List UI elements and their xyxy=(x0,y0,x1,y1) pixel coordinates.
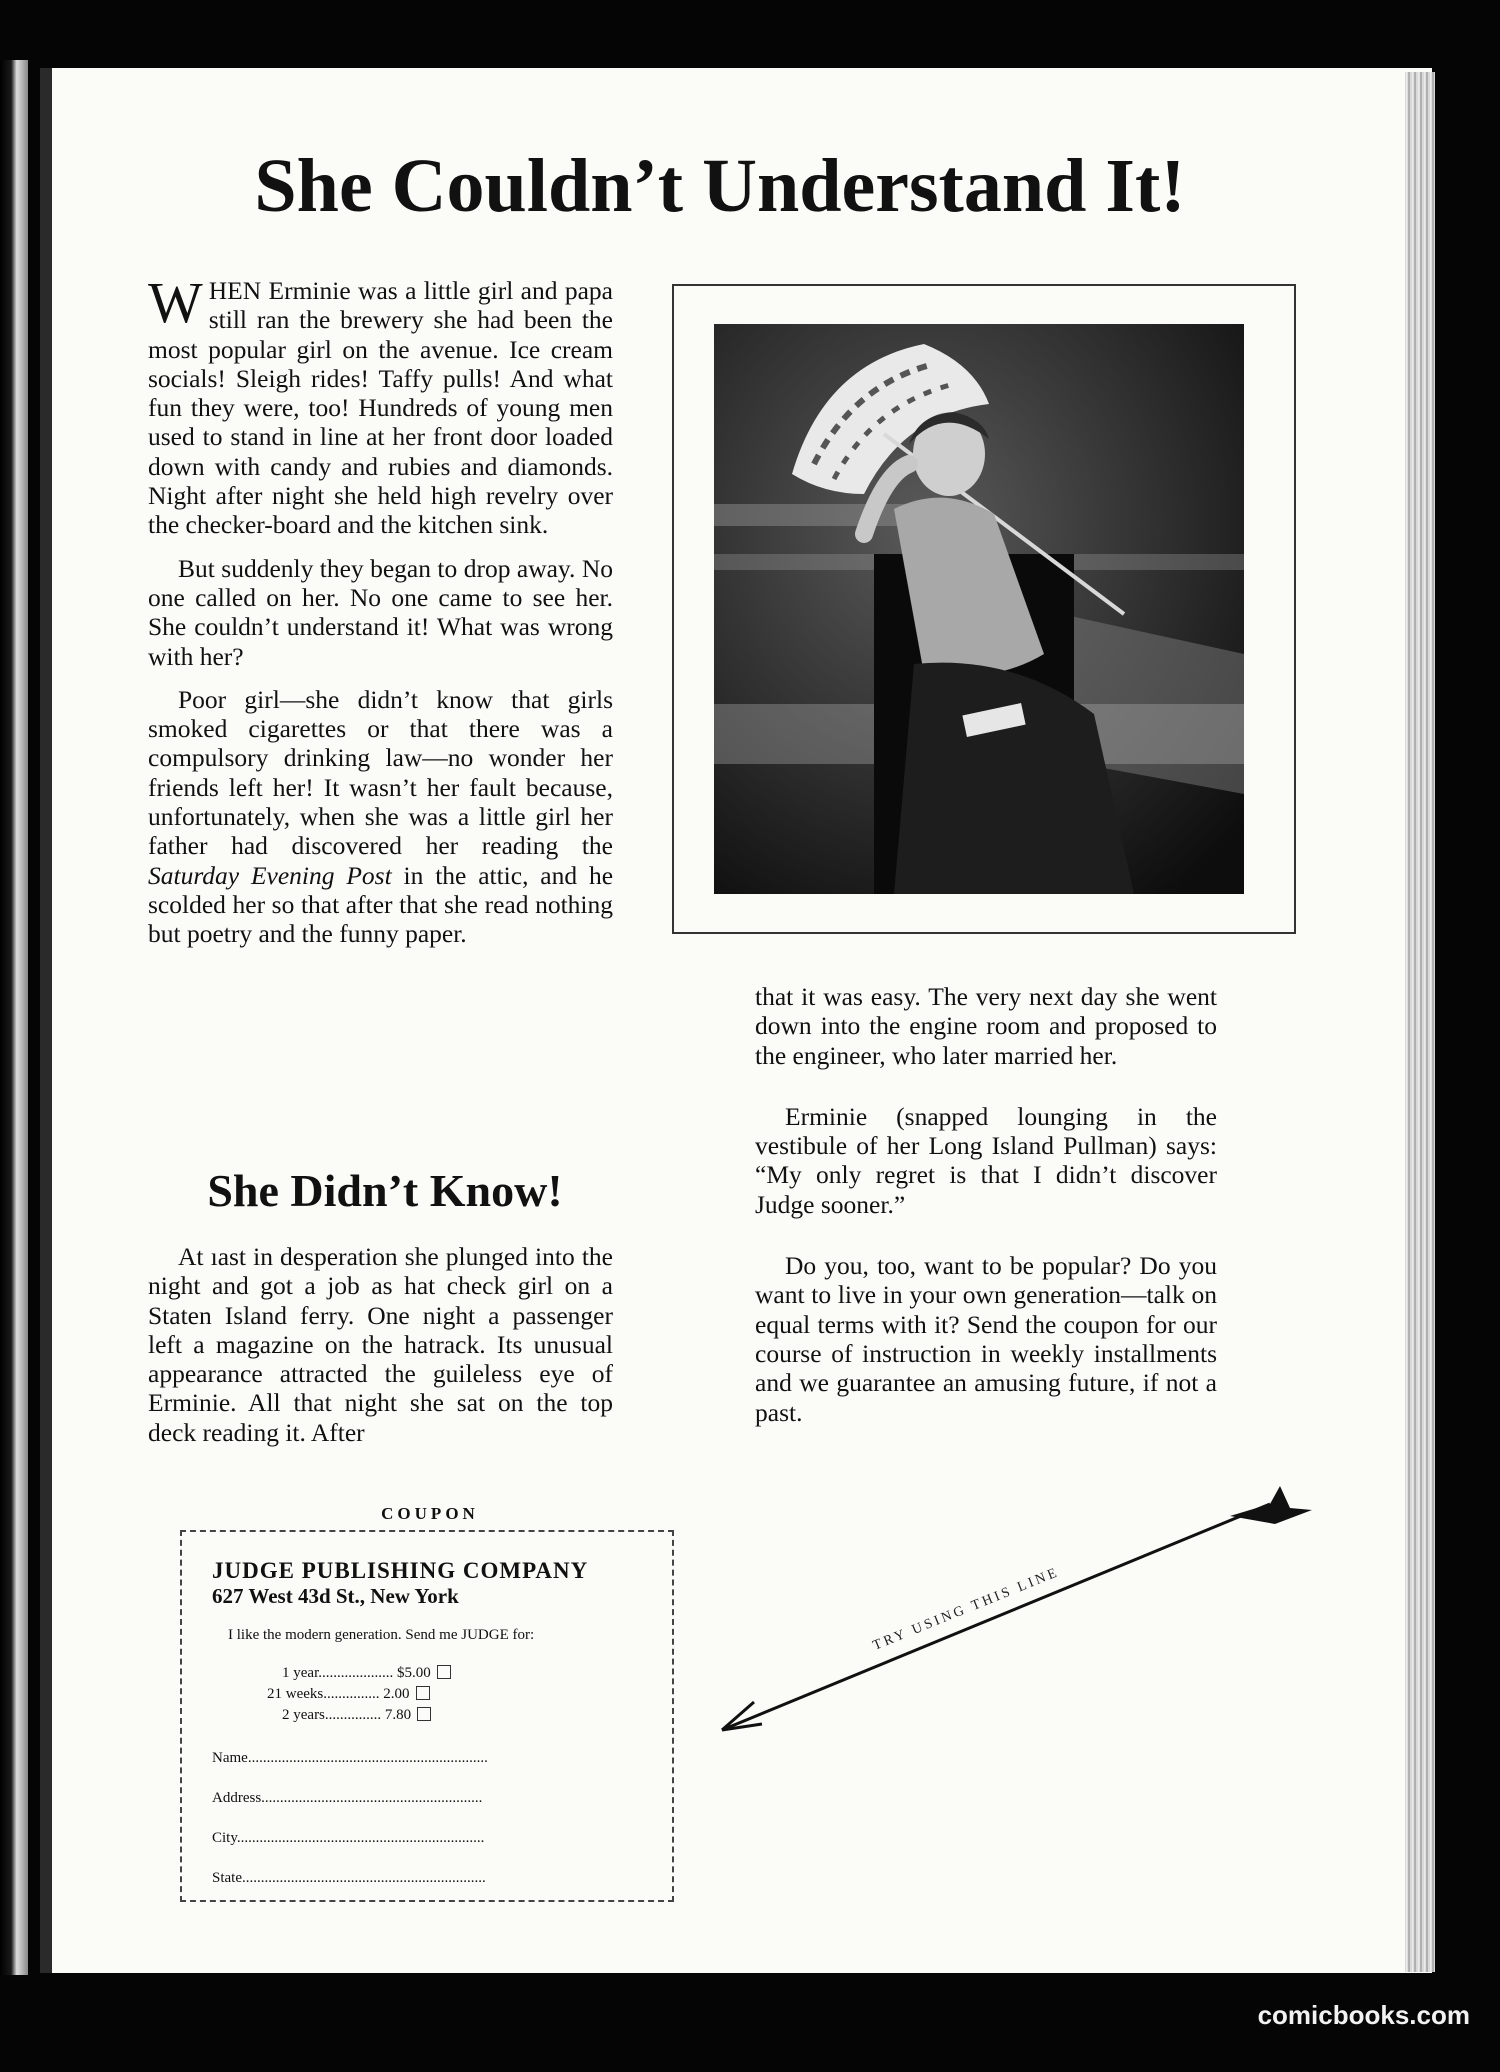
paragraph-1 xyxy=(148,270,613,540)
option-price: 7.80 xyxy=(384,1707,412,1723)
field-leader: ........................................................... xyxy=(261,1790,483,1806)
option-price: $5.00 xyxy=(396,1665,431,1681)
left-column xyxy=(148,270,614,963)
paragraph-4: At ıast in desperation she plunged into the night and got a job as hat check girl on a Staten Island ferry. One night a passenger left a magazine on the hatrack. Its unusual appearance attracted the guileless eye of Erminie. All that night she sat on the top deck reading it. After xyxy=(148,1242,613,1447)
right-column xyxy=(755,982,1217,1441)
photo-frame xyxy=(672,284,1296,934)
previous-page-edge xyxy=(0,60,28,1975)
paragraph-6: Erminie (snapped lounging in the vestibule of her Long Island Pullman) says: “My only regret is that I didn’t discover Judge sooner.” xyxy=(755,1101,1217,1219)
field-label: Name xyxy=(212,1750,248,1766)
state-field[interactable] xyxy=(212,1870,642,1887)
coupon-option[interactable] xyxy=(282,1664,451,1682)
paragraph-1-text: HEN Erminie was a little girl and papa still ran the brewery she had been the most popular girl on the avenue. Ice cream socials! Sleigh rides! Taffy pulls! And what fun they were, too! Hundreds of young men used to stand in line at her front door loaded down with candy and rubies and diamonds. Night after night she held high revelry over the checker-board and the kitchen sink. xyxy=(148,276,613,540)
arrow-fletching-icon xyxy=(1230,1486,1312,1524)
arrow-shaft xyxy=(722,1504,1270,1730)
photograph-woman-with-parasol xyxy=(714,324,1244,894)
coupon-intro: I like the modern generation. Send me JUDGE for: xyxy=(228,1627,535,1643)
paragraph-5: that it was easy. The very next day she went down into the engine room and proposed to the engineer, who later married her. xyxy=(755,982,1217,1070)
field-label: Address xyxy=(212,1790,262,1806)
paragraph-7: Do you, too, want to be popular? Do you want to live in your own generation—talk on equal terms with it? Send the coupon for our course of instruction in weekly installments and we guarantee an amusing future, if not a past. xyxy=(755,1251,1217,1427)
field-leader: ................................................................. xyxy=(242,1870,486,1886)
option-leader: ............... xyxy=(324,1707,382,1723)
field-label: City xyxy=(212,1830,237,1846)
field-label: State xyxy=(212,1870,242,1886)
headline: She Couldn’t Understand It! xyxy=(254,144,1186,228)
arrow-caption: TRY USING THIS LINE xyxy=(870,1564,1062,1654)
watermark: comicbooks.com xyxy=(1257,2000,1470,2030)
photograph-illustration xyxy=(714,324,1244,894)
magazine-title: Saturday Evening Post xyxy=(148,860,392,890)
option-leader: .................... xyxy=(318,1665,394,1681)
option-term: 1 year xyxy=(282,1665,319,1681)
option-price: 2.00 xyxy=(383,1686,410,1702)
paragraph-3 xyxy=(148,685,613,949)
coupon xyxy=(180,1530,674,1902)
coupon-address: 627 West 43d St., New York xyxy=(212,1584,459,1608)
coupon-option[interactable] xyxy=(282,1706,431,1724)
option-term: 21 weeks xyxy=(267,1686,324,1702)
drop-cap: W xyxy=(148,270,203,335)
name-field[interactable] xyxy=(212,1750,642,1767)
city-field[interactable] xyxy=(212,1830,642,1847)
field-leader: .................................................................. xyxy=(236,1830,485,1846)
coupon-company: JUDGE PUBLISHING COMPANY xyxy=(212,1558,589,1583)
coupon-option[interactable] xyxy=(267,1685,430,1703)
coupon-title: COUPON xyxy=(381,1504,479,1523)
page-stack-edge xyxy=(1405,72,1435,1972)
subheading: She Didn’t Know! xyxy=(207,1165,563,1216)
checkbox[interactable] xyxy=(416,1686,430,1700)
checkbox[interactable] xyxy=(417,1707,431,1721)
paragraph-2: But suddenly they began to drop away. No one called on her. No one came to see her. She couldn’t understand it! What was wrong with her? xyxy=(148,553,613,671)
field-leader: ................................................................ xyxy=(247,1750,488,1766)
address-field[interactable] xyxy=(212,1790,642,1807)
option-term: 2 years xyxy=(282,1707,325,1723)
paragraph-3-text-b: in the attic, and he scolded her so that after that she read nothing but poetry and the funny paper. xyxy=(148,860,614,949)
checkbox[interactable] xyxy=(437,1665,451,1679)
paragraph-3-text-a: Poor girl—she didn’t know that girls smoked cigarettes or that there was a compulsory drinking law—no wonder her friends left her! It wasn’t her fault because, unfortunately, when she was a little girl her father had discovered her reading the xyxy=(148,684,613,861)
left-column-continued xyxy=(148,1242,613,1461)
arrow-illustration xyxy=(700,1480,1320,1740)
option-leader: ............... xyxy=(323,1686,380,1702)
